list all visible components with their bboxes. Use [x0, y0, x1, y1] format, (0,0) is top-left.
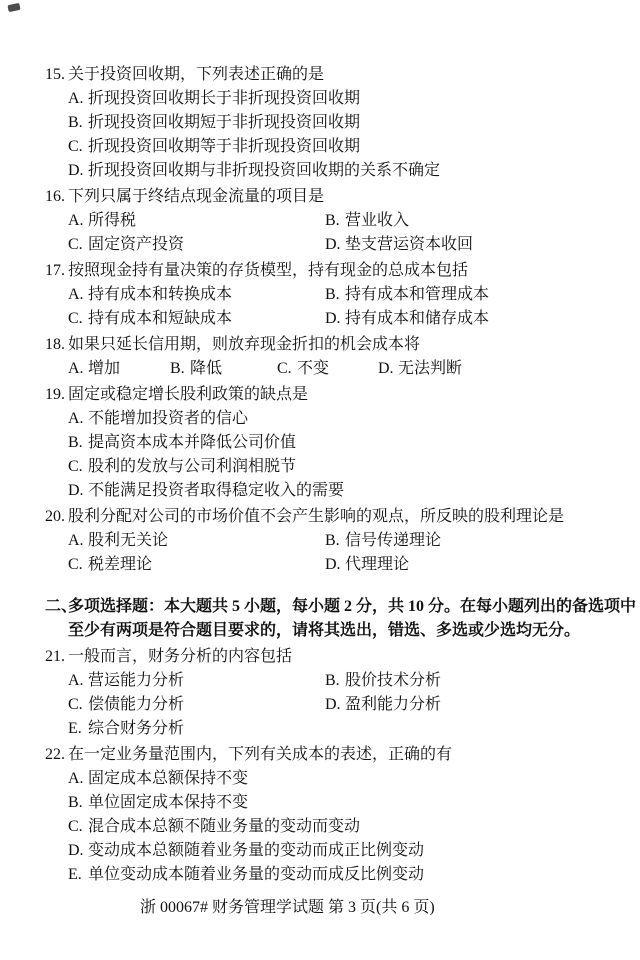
- section-header: [0, 595, 640, 643]
- question-block: [0, 333, 640, 381]
- option-label: B.: [325, 286, 340, 303]
- question-number: 21.: [45, 648, 65, 665]
- options-group: [68, 283, 640, 331]
- question-stem: 一般而言，财务分析的内容包括: [68, 648, 293, 665]
- question-number: 18.: [45, 336, 65, 353]
- option-item: [68, 455, 640, 479]
- question-number: 15.: [45, 66, 65, 83]
- option-label: C.: [68, 818, 83, 835]
- option-text: 税差理论: [88, 556, 153, 573]
- question-body: [68, 259, 640, 331]
- option-text: 持有成本和转换成本: [88, 286, 233, 303]
- option-label: D.: [325, 236, 341, 253]
- options-group: [68, 669, 640, 741]
- option-text: 不变: [297, 360, 330, 377]
- option-text: 信号传递理论: [345, 532, 442, 549]
- option-item: [325, 307, 640, 331]
- option-text: 单位固定成本保持不变: [88, 794, 249, 811]
- option-item: [68, 669, 325, 693]
- option-label: A.: [68, 532, 84, 549]
- scan-artifact-mark: [7, 3, 20, 12]
- option-text: 不能增加投资者的信心: [88, 410, 249, 427]
- option-text: 单位变动成本随着业务量的变动而成反比例变动: [88, 866, 425, 883]
- option-text: 代理理论: [345, 556, 410, 573]
- option-label: B.: [325, 212, 340, 229]
- option-label: C.: [68, 310, 83, 327]
- options-group: [68, 767, 640, 887]
- options-group: [68, 87, 640, 183]
- section-instruction-line: 至少有两项是符合题目要求的，请将其选出，错选、多选或少选均无分。: [68, 622, 581, 639]
- option-item: [68, 839, 640, 863]
- question-stem: 在一定业务量范围内，下列有关成本的表述，正确的有: [68, 746, 453, 763]
- option-item: [325, 529, 640, 553]
- question-stem: 股利分配对公司的市场价值不会产生影响的观点，所反映的股利理论是: [68, 508, 565, 525]
- option-text: 持有成本和管理成本: [345, 286, 490, 303]
- option-label: A.: [68, 90, 84, 107]
- option-item: [170, 357, 277, 381]
- question-body: [68, 383, 640, 503]
- option-item: [68, 407, 640, 431]
- question-body: [68, 63, 640, 183]
- option-item: [325, 209, 640, 233]
- option-item: [68, 529, 325, 553]
- option-item: [68, 111, 640, 135]
- question-number: 20.: [45, 508, 65, 525]
- question-block: [0, 505, 640, 577]
- option-label: A.: [68, 360, 84, 377]
- option-label: D.: [68, 162, 84, 179]
- question-stem: 关于投资回收期，下列表述正确的是: [68, 66, 325, 83]
- option-text: 提高资本成本并降低公司价值: [88, 434, 297, 451]
- option-label: C.: [68, 696, 83, 713]
- option-text: 偿债能力分析: [88, 696, 185, 713]
- option-item: [68, 479, 640, 503]
- option-item: [68, 307, 325, 331]
- option-item: [68, 767, 640, 791]
- option-item: [325, 693, 640, 717]
- exam-content: [0, 63, 640, 887]
- option-label: C.: [68, 138, 83, 155]
- question-block: [0, 383, 640, 503]
- question-number: 19.: [45, 386, 65, 403]
- option-text: 无法判断: [398, 360, 463, 377]
- question-stem: 下列只属于终结点现金流量的项目是: [68, 188, 325, 205]
- option-label: B.: [325, 672, 340, 689]
- option-text: 混合成本总额不随业务量的变动而变动: [88, 818, 361, 835]
- option-text: 所得税: [88, 212, 137, 229]
- option-label: A.: [68, 770, 84, 787]
- option-text: 折现投资回收期与非折现投资回收期的关系不确定: [88, 162, 441, 179]
- option-item: [68, 863, 640, 887]
- option-label: A.: [68, 672, 84, 689]
- option-label: D.: [325, 310, 341, 327]
- question-number: 17.: [45, 262, 65, 279]
- question-body: [68, 505, 640, 577]
- option-item: [325, 283, 640, 307]
- option-item: [277, 357, 378, 381]
- question-block: [0, 185, 640, 257]
- option-item: [378, 357, 640, 381]
- option-text: 增加: [88, 360, 121, 377]
- option-label: C.: [277, 360, 292, 377]
- option-label: C.: [68, 236, 83, 253]
- option-text: 不能满足投资者取得稳定收入的需要: [88, 482, 345, 499]
- question-block: [0, 259, 640, 331]
- section-number: 二、: [45, 598, 78, 615]
- option-item: [68, 553, 325, 577]
- option-text: 股价技术分析: [345, 672, 442, 689]
- option-label: B.: [68, 114, 83, 131]
- question-stem: 按照现金持有量决策的存货模型，持有现金的总成本包括: [68, 262, 469, 279]
- option-label: D.: [68, 482, 84, 499]
- question-stem: 固定或稳定增长股利政策的缺点是: [68, 386, 309, 403]
- option-text: 折现投资回收期等于非折现投资回收期: [88, 138, 361, 155]
- option-text: 固定成本总额保持不变: [88, 770, 249, 787]
- option-item: [68, 815, 640, 839]
- question-stem: 如果只延长信用期，则放弃现金折扣的机会成本将: [68, 336, 421, 353]
- option-label: E.: [68, 720, 82, 737]
- option-label: B.: [170, 360, 185, 377]
- option-item: [68, 431, 640, 455]
- question-block: [0, 63, 640, 183]
- option-text: 股利无关论: [88, 532, 169, 549]
- section-instruction-line: 多项选择题：本大题共 5 小题，每小题 2 分，共 10 分。在每小题列出的备选项中: [68, 598, 637, 615]
- options-group: [68, 209, 640, 257]
- option-item: [325, 553, 640, 577]
- question-block: [0, 743, 640, 887]
- option-text: 股利的发放与公司利润相脱节: [88, 458, 297, 475]
- option-label: A.: [68, 212, 84, 229]
- option-label: B.: [325, 532, 340, 549]
- option-text: 营业收入: [345, 212, 410, 229]
- option-label: A.: [68, 286, 84, 303]
- option-text: 持有成本和短缺成本: [88, 310, 233, 327]
- option-label: C.: [68, 458, 83, 475]
- question-body: [68, 595, 640, 643]
- option-text: 盈利能力分析: [345, 696, 442, 713]
- option-label: B.: [68, 794, 83, 811]
- question-body: [68, 645, 640, 741]
- options-group: [68, 407, 640, 503]
- option-label: D.: [68, 842, 84, 859]
- option-text: 营运能力分析: [88, 672, 185, 689]
- option-item: [68, 135, 640, 159]
- question-body: [68, 333, 640, 381]
- question-body: [68, 743, 640, 887]
- option-item: [325, 669, 640, 693]
- option-label: B.: [68, 434, 83, 451]
- option-item: [68, 87, 640, 111]
- option-text: 固定资产投资: [88, 236, 185, 253]
- option-item: [68, 159, 640, 183]
- options-group: [68, 357, 640, 381]
- options-group: [68, 529, 640, 577]
- option-label: C.: [68, 556, 83, 573]
- option-item: [68, 791, 640, 815]
- page-footer: 浙 00067# 财务管理学试题 第 3 页(共 6 页): [140, 899, 435, 916]
- option-label: D.: [325, 556, 341, 573]
- question-block: [0, 645, 640, 741]
- option-label: A.: [68, 410, 84, 427]
- option-text: 持有成本和储存成本: [345, 310, 490, 327]
- option-text: 垫支营运资本收回: [345, 236, 474, 253]
- option-item: [68, 717, 325, 741]
- option-text: 综合财务分析: [88, 720, 185, 737]
- option-label: D.: [325, 696, 341, 713]
- option-text: 变动成本总额随着业务量的变动而成正比例变动: [88, 842, 425, 859]
- question-number: 22.: [45, 746, 65, 763]
- option-item: [68, 283, 325, 307]
- option-text: 折现投资回收期长于非折现投资回收期: [88, 90, 361, 107]
- option-item: [68, 693, 325, 717]
- option-item: [68, 357, 170, 381]
- option-item: [68, 233, 325, 257]
- option-item: [68, 209, 325, 233]
- option-text: 折现投资回收期短于非折现投资回收期: [88, 114, 361, 131]
- option-text: 降低: [190, 360, 223, 377]
- option-label: E.: [68, 866, 82, 883]
- question-body: [68, 185, 640, 257]
- question-number: 16.: [45, 188, 65, 205]
- option-label: D.: [378, 360, 394, 377]
- option-item: [325, 233, 640, 257]
